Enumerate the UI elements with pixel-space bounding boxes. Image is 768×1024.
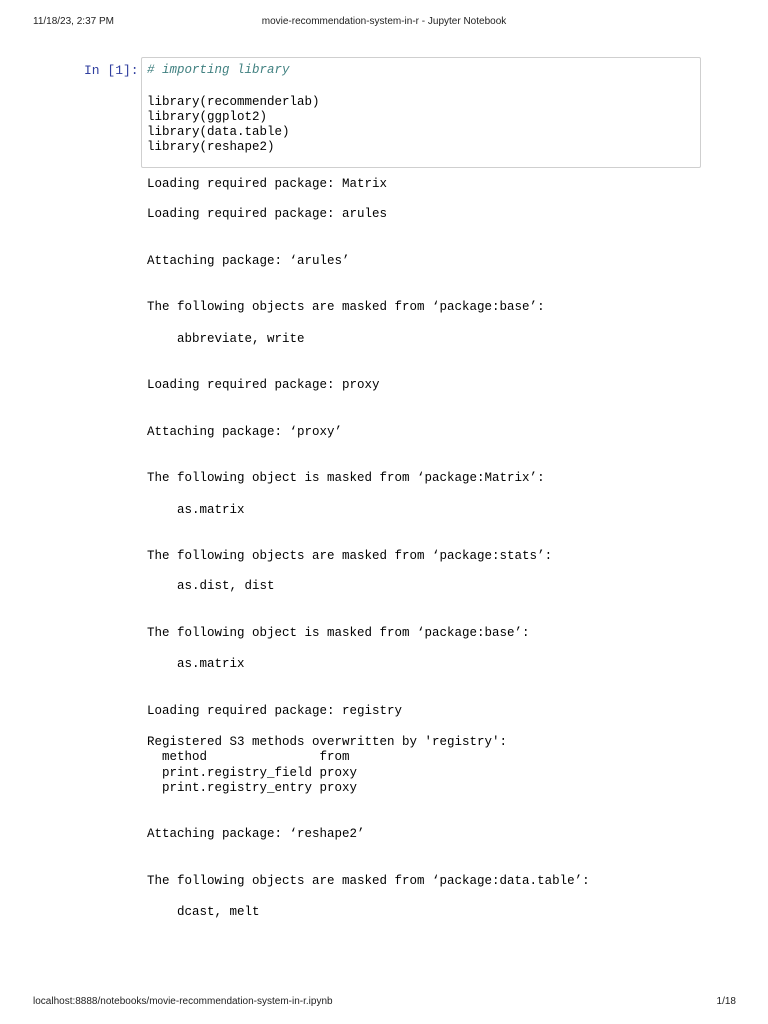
- code-line: library(ggplot2): [147, 110, 268, 124]
- print-url: localhost:8888/notebooks/movie-recommendation-system-in-r.ipynb: [33, 996, 333, 1007]
- output-line: The following object is masked from ‘package:base’:: [147, 626, 530, 640]
- print-datetime: 11/18/23, 2:37 PM: [33, 16, 114, 27]
- output-line: print.registry_entry proxy: [147, 781, 358, 795]
- output-line: The following object is masked from ‘package:Matrix’:: [147, 471, 545, 485]
- output-line: method from: [147, 750, 358, 764]
- output-line: Attaching package: ‘reshape2’: [147, 827, 365, 841]
- output-line: Loading required package: registry: [147, 704, 403, 718]
- output-line: abbreviate, write: [147, 332, 305, 346]
- output-line: as.matrix: [147, 503, 245, 517]
- output-line: as.dist, dist: [147, 579, 275, 593]
- output-line: The following objects are masked from ‘package:data.table’:: [147, 874, 590, 888]
- output-line: Loading required package: proxy: [147, 378, 380, 392]
- print-header: [0, 16, 768, 30]
- output-line: as.matrix: [147, 657, 245, 671]
- output-line: Registered S3 methods overwritten by 'registry':: [147, 735, 508, 749]
- output-line: print.registry_field proxy: [147, 766, 358, 780]
- page-number: 1/18: [716, 996, 736, 1007]
- print-footer: [0, 996, 768, 1010]
- output-line: Attaching package: ‘proxy’: [147, 425, 343, 439]
- code-line: library(data.table): [147, 125, 290, 139]
- output-line: dcast, melt: [147, 905, 260, 919]
- code-line: library(reshape2): [147, 140, 275, 154]
- code-comment: # importing library: [147, 63, 290, 77]
- output-line: Attaching package: ‘arules’: [147, 254, 350, 268]
- output-line: The following objects are masked from ‘package:base’:: [147, 300, 545, 314]
- print-page-title: movie-recommendation-system-in-r - Jupyter Notebook: [261, 16, 507, 27]
- output-line: Loading required package: arules: [147, 207, 388, 221]
- input-prompt: In [1]:: [84, 63, 139, 78]
- output-line: Loading required package: Matrix: [147, 177, 388, 191]
- code-cell-input[interactable]: [141, 57, 701, 168]
- output-line: The following objects are masked from ‘package:stats’:: [147, 549, 553, 563]
- code-line: library(recommenderlab): [147, 95, 320, 109]
